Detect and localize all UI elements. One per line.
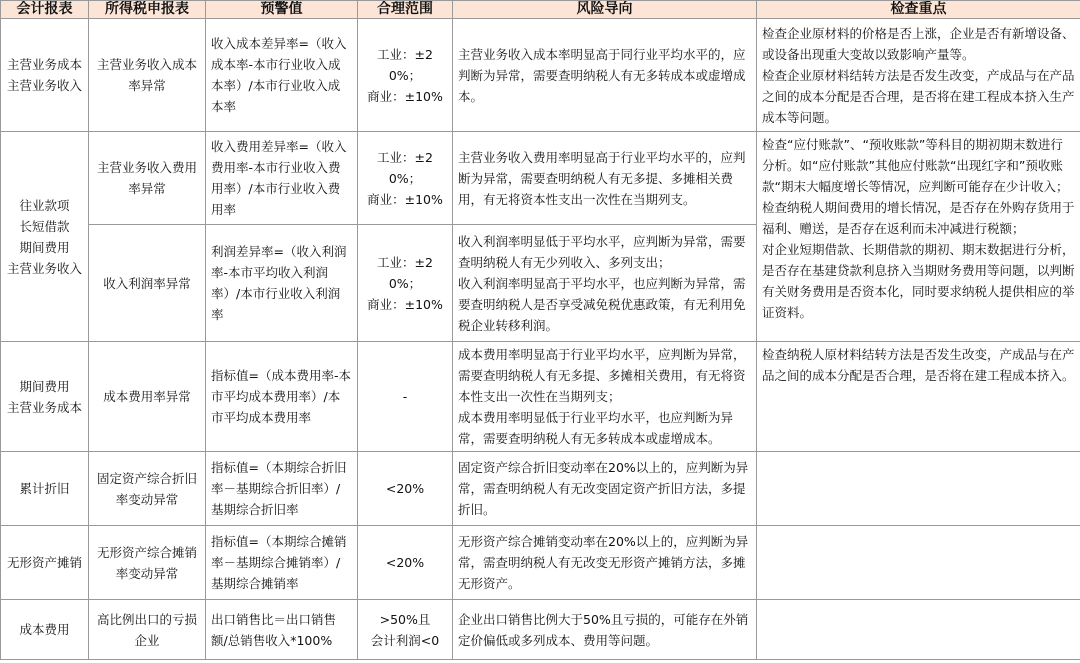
range-cell: <20% xyxy=(358,452,453,526)
warning-cell: 收入费用差异率=（收入费用率-本市行业收入费用率）/本市行业收入费用率 xyxy=(206,132,358,225)
table-row xyxy=(1,526,1080,600)
header-cell: 检查重点 xyxy=(757,1,1080,19)
warning-cell: 指标值=（成本费用率-本市平均成本费用率）/本市平均成本费用率 xyxy=(206,342,358,452)
header-cell: 预警值 xyxy=(206,1,358,19)
focus-cell xyxy=(757,452,1080,526)
warning-cell: 利润差异率=（收入利润率-本市平均收入利润率）/本市行业收入利润率 xyxy=(206,225,358,342)
focus-cell: 检查企业原材料的价格是否上涨，企业是否有新增设备、或设备出现重大变故以致影响产量等。 检查企业原材料结转方法是否发生改变，产成品与在产品之间的成本分配是否合理，是否将在建工程成本挤入生产成本等问题。 xyxy=(757,19,1080,132)
warning-cell: 出口销售比＝出口销售额/总销售收入*100% xyxy=(206,600,358,660)
form-cell: 固定资产综合折旧率变动异常 xyxy=(89,452,206,526)
risk-cell: 固定资产综合折旧变动率在20%以上的，应判断为异常，需查明纳税人有无改变固定资产折旧方法，多提折旧。 xyxy=(453,452,757,526)
table-row xyxy=(1,19,1080,132)
table-row xyxy=(1,342,1080,452)
header-cell: 所得税申报表 xyxy=(89,1,206,19)
header-cell: 风险导向 xyxy=(453,1,757,19)
account-cell: 期间费用 主营业务成本 xyxy=(1,342,89,452)
focus-cell xyxy=(757,526,1080,600)
account-cell: 主营业务成本 主营业务收入 xyxy=(1,19,89,132)
form-cell: 成本费用率异常 xyxy=(89,342,206,452)
risk-cell: 无形资产综合摊销变动率在20%以上的，应判断为异常，需查明纳税人有无改变无形资产摊销方法，多摊无形资产。 xyxy=(453,526,757,600)
range-cell: 工业：±20%； 商业：±10% xyxy=(358,132,453,225)
header-cell: 会计报表 xyxy=(1,1,89,19)
warning-cell: 指标值=（本期综合摊销率－基期综合摊销率）/基期综合摊销率 xyxy=(206,526,358,600)
range-cell: 工业：±20%； 商业：±10% xyxy=(358,19,453,132)
focus-cell: 检查纳税人原材料结转方法是否发生改变，产成品与在产品之间的成本分配是否合理，是否将在建工程成本挤入。 xyxy=(757,342,1080,452)
range-cell: >50%且 会计利润<0 xyxy=(358,600,453,660)
account-cell: 往业款项 长短借款 期间费用 主营业务收入 xyxy=(1,132,89,342)
focus-cell xyxy=(757,600,1080,660)
warning-cell: 收入成本差异率=（收入成本率-本市行业收入成本率）/本市行业收入成本率 xyxy=(206,19,358,132)
warning-cell: 指标值=（本期综合折旧率－基期综合折旧率）/基期综合折旧率 xyxy=(206,452,358,526)
range-cell: 工业：±20%； 商业：±10% xyxy=(358,225,453,342)
table-row xyxy=(1,452,1080,526)
risk-cell: 企业出口销售比例大于50%且亏损的，可能存在外销定价偏低或多列成本、费用等问题。 xyxy=(453,600,757,660)
account-cell: 无形资产摊销 xyxy=(1,526,89,600)
header-row xyxy=(1,1,1080,19)
form-cell: 收入利润率异常 xyxy=(89,225,206,342)
header-cell: 合理范围 xyxy=(358,1,453,19)
form-cell: 高比例出口的亏损企业 xyxy=(89,600,206,660)
risk-cell: 主营业务收入费用率明显高于行业平均水平的，应判断为异常，需要查明纳税人有无多提、多摊相关费用，有无将资本性支出一次性在当期列支。 xyxy=(453,132,757,225)
table-row xyxy=(1,132,1080,225)
range-cell: - xyxy=(358,342,453,452)
account-cell: 累计折旧 xyxy=(1,452,89,526)
table-row xyxy=(1,600,1080,660)
form-cell: 主营业务收入费用率异常 xyxy=(89,132,206,225)
risk-cell: 成本费用率明显高于行业平均水平，应判断为异常，需要查明纳税人有无多提、多摊相关费用，有无将资本性支出一次性在当期列支； 成本费用率明显低于行业平均水平，也应判断为异常，需要查明纳税人有无多转成本或虚增成本。 xyxy=(453,342,757,452)
risk-cell: 主营业务收入成本率明显高于同行业平均水平的，应判断为异常，需要查明纳税人有无多转成本或虚增成本。 xyxy=(453,19,757,132)
form-cell: 无形资产综合摊销率变动异常 xyxy=(89,526,206,600)
focus-cell: 检查“应付账款”、“预收账款”等科目的期初期末数进行分析。如“应付账款”其他应付账款“出现红字和”预收账款“期末大幅度增长等情况，应判断可能存在少计收入； 检查纳税人期间费用的增长情况，是否存在外购存货用于福利、赠送，是否存在返利而未冲减进行税额； 对企业短期借款、长期借款的期初、期末数据进行分析，是否存在基建贷款利息挤入当期财务费用等问题，以判断有关财务费用是否资本化，同时要求纳税人提供相应的举证资料。 xyxy=(757,132,1080,342)
range-cell: <20% xyxy=(358,526,453,600)
account-cell: 成本费用 xyxy=(1,600,89,660)
form-cell: 主营业务收入成本率异常 xyxy=(89,19,206,132)
risk-cell: 收入利润率明显低于平均水平，应判断为异常，需要查明纳税人有无少列收入、多列支出； 收入利润率明显高于平均水平，也应判断为异常，需要查明纳税人是否享受减免税优惠政策，有无利用免税企业转移利润。 xyxy=(453,225,757,342)
